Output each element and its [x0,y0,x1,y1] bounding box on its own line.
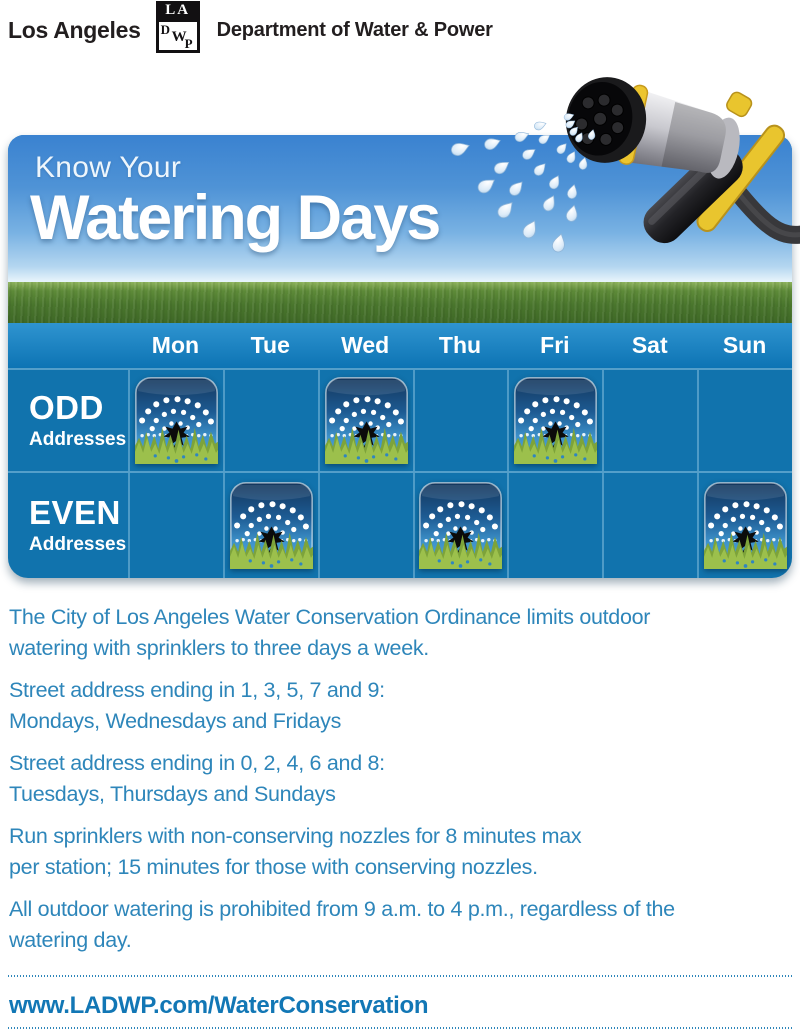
banner-title: Watering Days [30,183,440,253]
paragraph-ordinance: The City of Los Angeles Water Conservation Ordinance limits outdoor watering with sprinklers to three days a week. [9,605,651,660]
cell-odd-sun [697,370,792,471]
day-header-row [8,323,792,368]
day-header-thu: Thu [438,332,482,358]
row-label-even: EVEN Addresses [29,493,127,555]
day-header-tue: Tue [250,332,290,358]
info-text [9,602,794,967]
sprinkler-icon [230,482,313,569]
row-odd-addresses [8,368,792,471]
row-label-odd: ODD Addresses [29,388,127,450]
logo-la-block: LA [156,1,200,19]
cell-odd-wed [318,370,413,471]
footer-url[interactable]: www.LADWP.com/WaterConservation [9,992,429,1019]
sprinkler-icon [325,377,408,464]
row-even-addresses [8,471,792,578]
ladwp-logo-icon [153,1,203,53]
cell-even-wed [318,473,413,578]
day-header-wed: Wed [341,332,390,358]
cell-odd-fri [507,370,602,471]
brand-department: Department of Water & Power [216,18,493,41]
sprinkler-icon [135,377,218,464]
cell-even-sat [602,473,697,578]
day-header-fri: Fri [540,332,570,358]
cell-even-sun [697,473,792,578]
cell-even-mon [128,473,223,578]
paragraph-time-restriction: All outdoor watering is prohibited from 9 a.m. to 4 p.m., regardless of the watering day. [9,897,675,952]
cell-odd-tue [223,370,318,471]
dotted-divider [8,975,792,977]
cell-even-fri [507,473,602,578]
cell-odd-thu [413,370,508,471]
sprinkler-icon [704,482,787,569]
hose-nozzle-illustration [430,35,800,270]
cell-odd-sat [602,370,697,471]
day-header-mon: Mon [151,332,200,358]
cell-even-thu [413,473,508,578]
hose [740,195,800,235]
paragraph-nozzle-minutes: Run sprinklers with non-conserving nozzles for 8 minutes max per station; 15 minutes for those with conserving nozzles. [9,824,582,879]
grass-strip [8,282,792,323]
cell-even-tue [223,473,318,578]
sprinkler-icon [514,377,597,464]
paragraph-even-schedule: Street address ending in 0, 2, 4, 6 and 8: Tuesdays, Thursdays and Sundays [9,751,385,806]
banner-kicker: Know Your [35,151,182,184]
sprinkler-icon [419,482,502,569]
day-header-sat: Sat [631,332,668,358]
brand-header [8,0,493,60]
logo-dwp-block: D W P [156,19,200,53]
brand-city: Los Angeles [8,16,141,43]
paragraph-odd-schedule: Street address ending in 1, 3, 5, 7 and 9: Mondays, Wednesdays and Fridays [9,678,385,733]
day-header-spacer [8,323,128,368]
water-droplets-icon [450,112,597,254]
watering-table [8,368,792,578]
day-header-sun: Sun [722,332,767,358]
cell-odd-mon [128,370,223,471]
dotted-divider-bottom [8,1027,792,1029]
